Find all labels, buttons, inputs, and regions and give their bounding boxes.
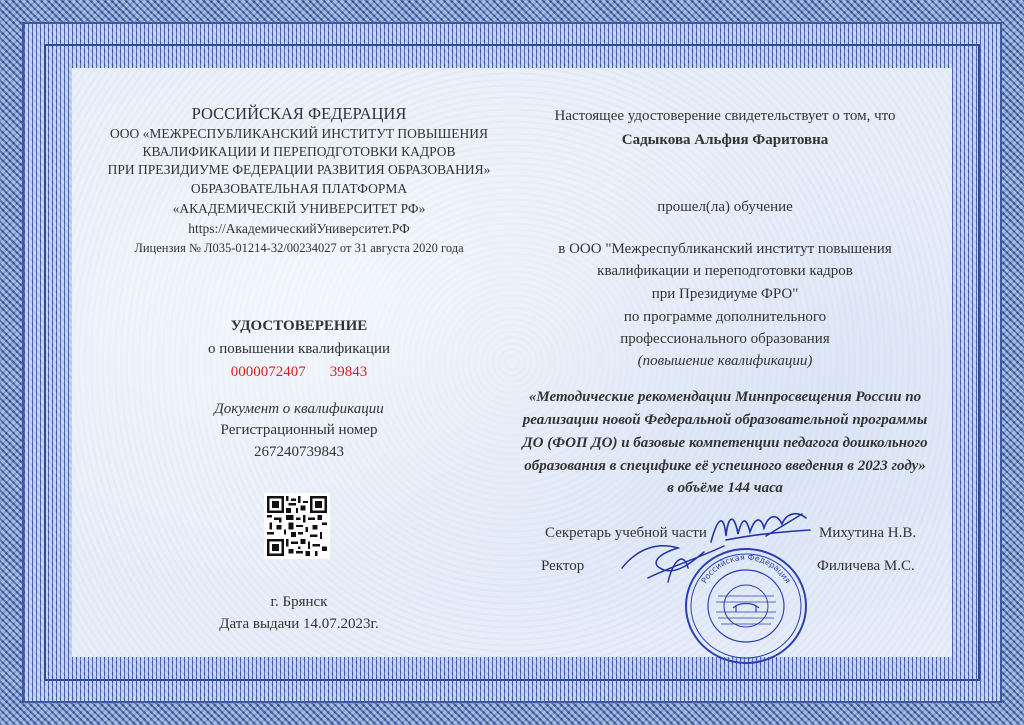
- platform-line-1: ОБРАЗОВАТЕЛЬНАЯ ПЛАТФОРМА: [190, 181, 408, 196]
- seal-top-text: Российская Федерация: [699, 552, 793, 585]
- org-line-2: КВАЛИФИКАЦИИ И ПЕРЕПОДГОТОВКИ КАДРОВ: [142, 144, 456, 159]
- document-title: УДОСТОВЕРЕНИЕ: [230, 318, 368, 334]
- recipient-name: Садыкова Альфия Фаритовна: [621, 132, 829, 148]
- course-title-1: «Методические рекомендации Минпросвещения России по: [528, 389, 922, 405]
- program-line-1: по программе дополнительного: [623, 309, 827, 325]
- website-url: https://АкадемическийУниверситет.РФ: [188, 221, 410, 236]
- rector-name: Филичева М.С.: [817, 558, 915, 574]
- document-subtitle: о повышении квалификации: [208, 341, 390, 357]
- official-seal: [683, 546, 809, 666]
- registration-label: Регистрационный номер: [220, 422, 378, 438]
- secretary-name: Михутина Н.В.: [819, 525, 917, 541]
- platform-line-2: «АКАДЕМИЧЕСКIЙ УНИВЕРСИТЕТ РФ»: [172, 201, 426, 216]
- intro-text: Настоящее удостоверение свидетельствует о том, что: [554, 108, 896, 124]
- passed-training: прошел(ла) обучение: [657, 199, 793, 215]
- issue-date: Дата выдачи 14.07.2023г.: [219, 616, 379, 632]
- number-value: 39843: [329, 364, 368, 380]
- org-name-1: в ООО "Межреспубликанский институт повышения: [558, 241, 892, 257]
- org-line-1: ООО «МЕЖРЕСПУБЛИКАНСКИЙ ИНСТИТУТ ПОВЫШЕНИЯ: [109, 126, 489, 141]
- program-line-2: профессионального образования: [620, 331, 830, 347]
- registration-number: 267240739843: [254, 444, 344, 460]
- country-heading: РОССИЙСКАЯ ФЕДЕРАЦИЯ: [191, 104, 407, 123]
- org-name-3: при Президиуме ФРО": [651, 286, 799, 302]
- course-title-3: ДО (ФОП ДО) и базовые компетенции педагога дошкольного: [522, 435, 928, 451]
- document-type: Документ о квалификации: [214, 401, 384, 417]
- org-name-2: квалификации и переподготовки кадров: [597, 263, 853, 279]
- city: г. Брянск: [270, 594, 328, 610]
- rector-label: Ректор: [541, 558, 585, 574]
- number-series: 0000072407: [230, 364, 306, 380]
- secretary-label: Секретарь учебной части: [545, 525, 707, 541]
- org-line-3: ПРИ ПРЕЗИДИУМЕ ФЕДЕРАЦИИ РАЗВИТИЯ ОБРАЗОВАНИЯ»: [107, 162, 491, 177]
- qr-code: [264, 493, 330, 559]
- course-title-4: образования в специфике её успешного введения в 2023 году»: [524, 458, 926, 474]
- document-number: [231, 364, 368, 381]
- course-hours: в объёме 144 часа: [667, 480, 783, 496]
- course-title-2: реализации новой Федеральной образовательной программы: [522, 412, 928, 428]
- program-type: (повышение квалификации): [637, 353, 813, 369]
- license-text: Лицензия № Л035-01214-32/00234027 от 31 августа 2020 года: [134, 241, 464, 255]
